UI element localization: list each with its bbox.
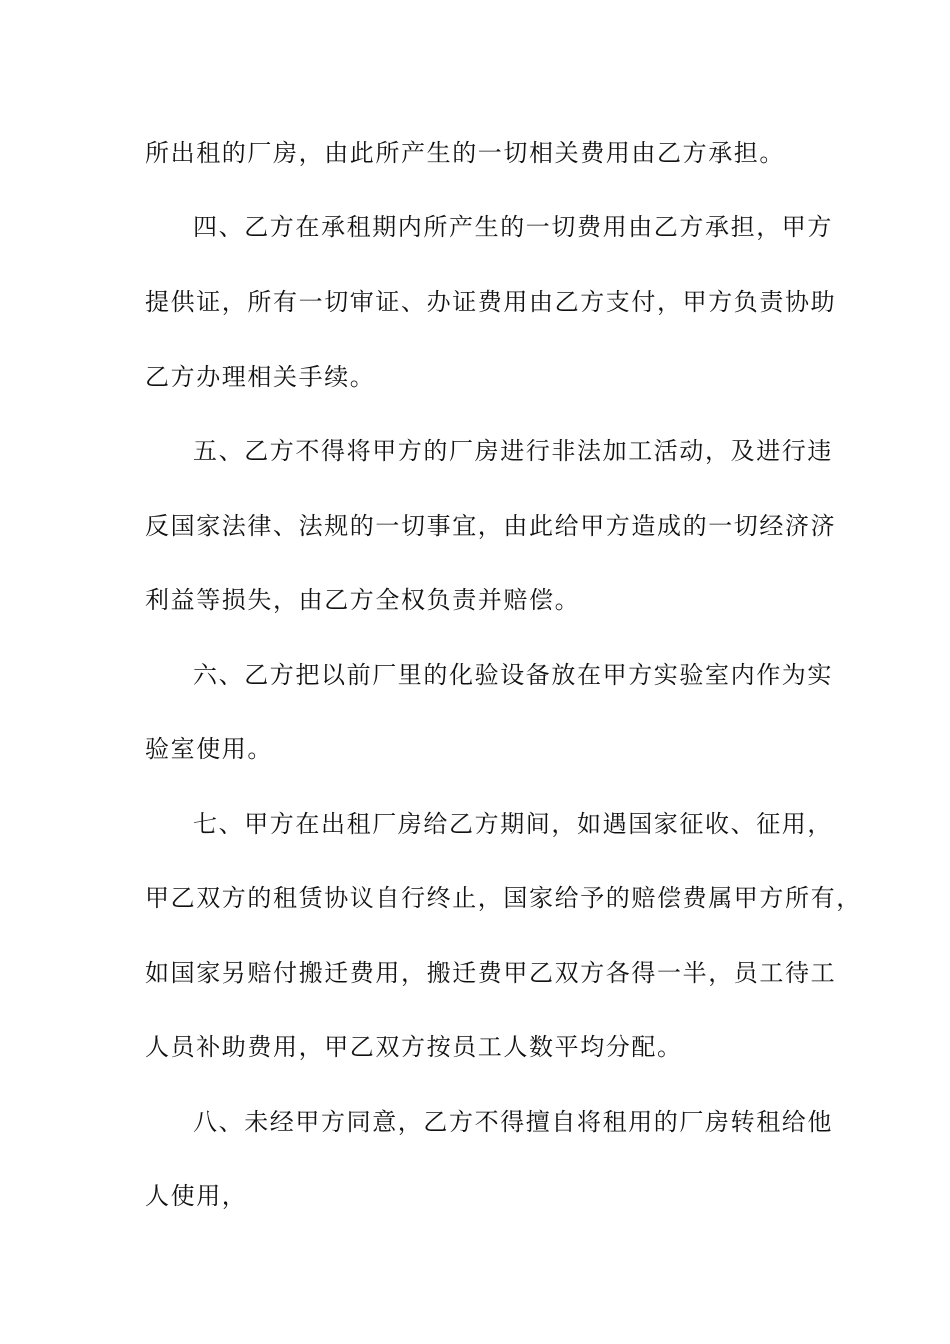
text-line: 乙方办理相关手续。 [145, 363, 376, 391]
paragraph-5-line: 五、乙方不得将甲方的厂房进行非法加工活动，及进行违 [193, 437, 833, 465]
text-line: 所出租的厂房，由此所产生的一切相关费用由乙方承担。 [145, 139, 785, 167]
text-line: 人使用， [145, 1182, 248, 1210]
text-line: 如国家另赔付搬迁费用，搬迁费甲乙双方各得一半，员工待工 [145, 959, 837, 987]
paragraph-7-line: 七、甲方在出租厂房给乙方期间，如遇国家征收、征用， [193, 810, 833, 838]
paragraph-8-line: 八、未经甲方同意，乙方不得擅自将租用的厂房转租给他 [193, 1108, 833, 1136]
text-line: 甲乙双方的租赁协议自行终止，国家给予的赔偿费属甲方所有， [145, 884, 862, 912]
text-line: 提供证，所有一切审证、办证费用由乙方支付，甲方负责协助 [145, 288, 837, 316]
text-line: 利益等损失，由乙方全权负责并赔偿。 [145, 586, 581, 614]
paragraph-6-line: 六、乙方把以前厂里的化验设备放在甲方实验室内作为实 [193, 661, 833, 689]
text-line: 人员补助费用，甲乙双方按员工人数平均分配。 [145, 1033, 683, 1061]
text-line: 验室使用。 [145, 735, 273, 763]
text-line: 反国家法律、法规的一切事宜，由此给甲方造成的一切经济济 [145, 512, 837, 540]
paragraph-4-line: 四、乙方在承租期内所产生的一切费用由乙方承担，甲方 [193, 213, 833, 241]
